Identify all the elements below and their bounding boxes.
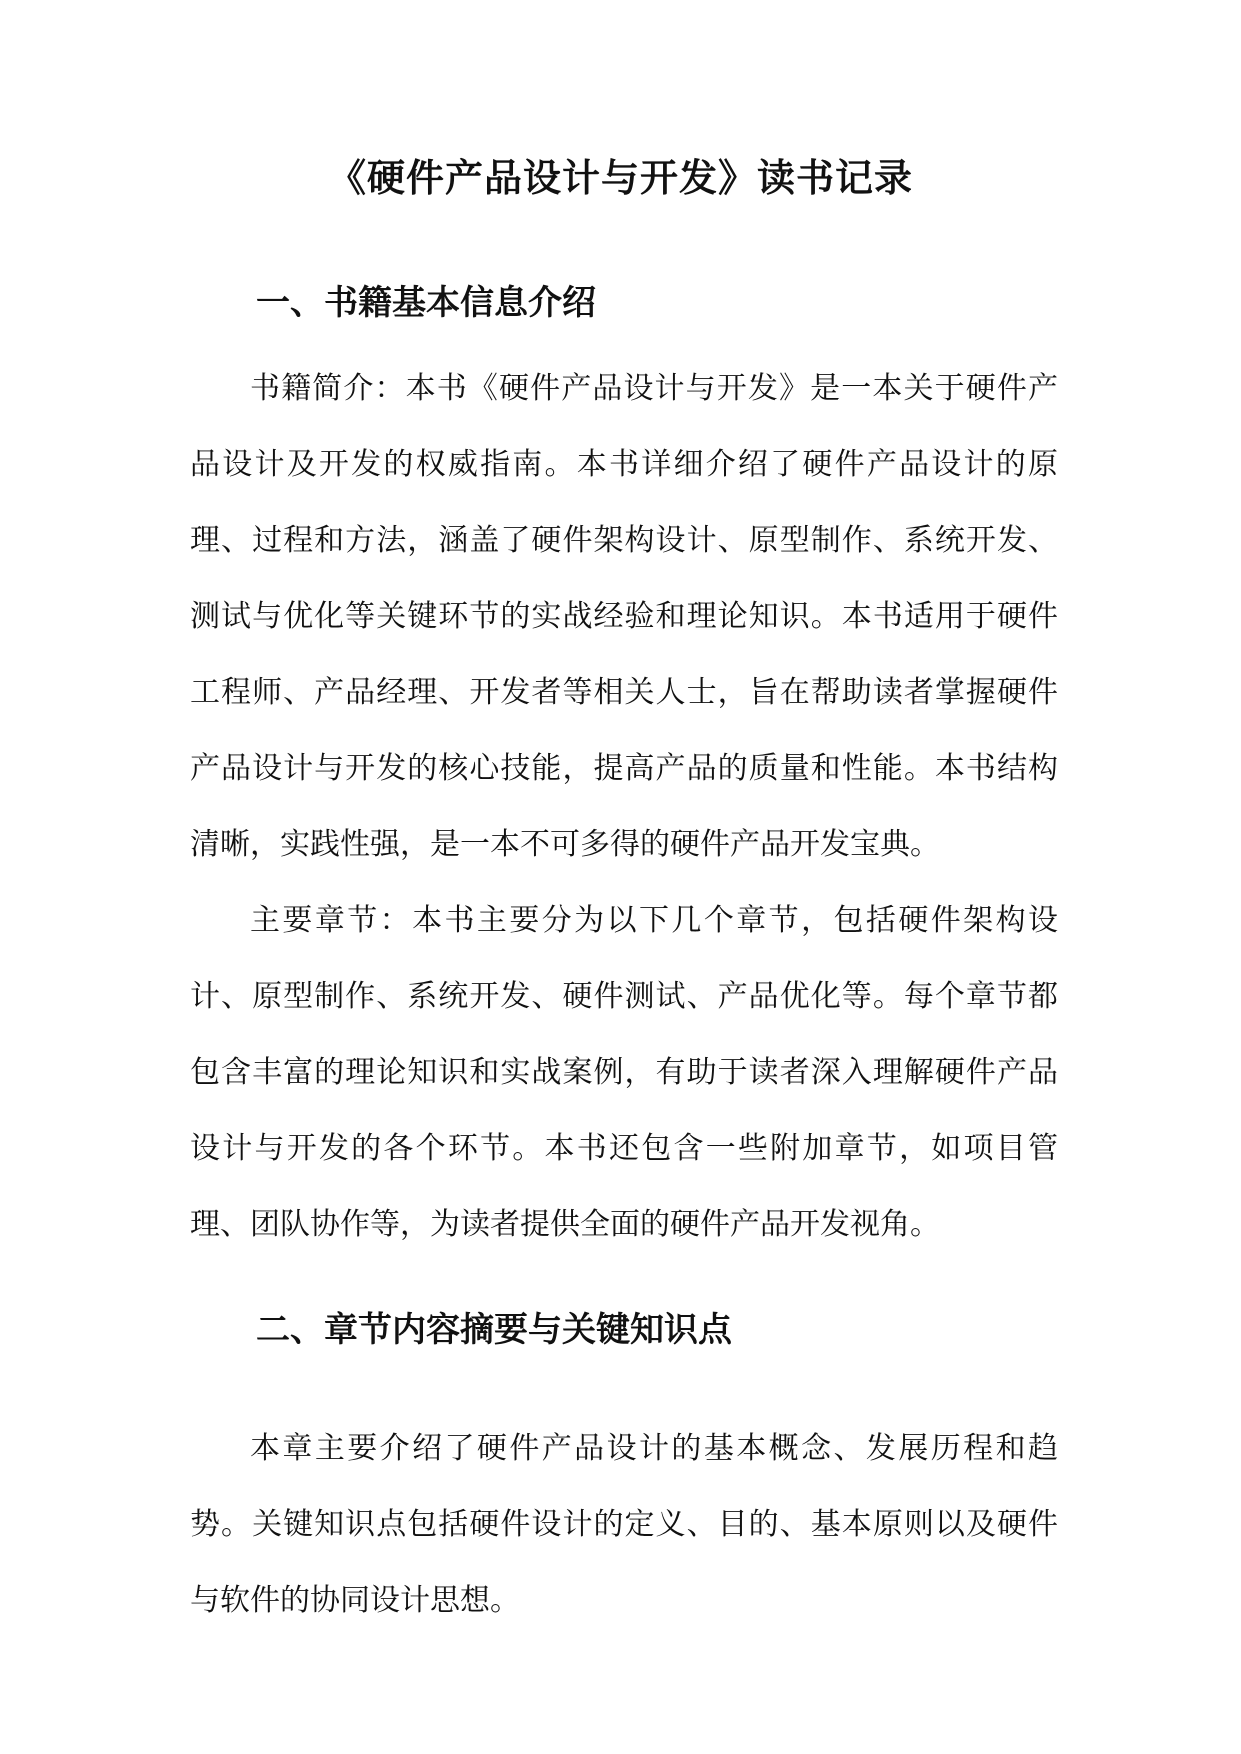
- paragraph-chapter-summary: 本章主要介绍了硬件产品设计的基本概念、发展历程和趋势。关键知识点包括硬件设计的定义、目的、基本原则以及硬件与软件的协同设计思想。: [190, 1431, 1058, 1618]
- section-heading-chapter-summary: 二、章节内容摘要与关键知识点: [256, 1310, 732, 1350]
- paragraph-main-chapters: 主要章节：本书主要分为以下几个章节，包括硬件架构设计、原型制作、系统开发、硬件测试、产品优化等。每个章节都包含丰富的理论知识和实战案例，有助于读者深入理解硬件产品设计与开发的各个环节。本书还包含一些附加章节，如项目管理、团队协作等，为读者提供全面的硬件产品开发视角。: [190, 903, 1058, 1242]
- section-heading-book-info: 一、书籍基本信息介绍: [256, 283, 596, 323]
- paragraph-book-intro: 书籍简介：本书《硬件产品设计与开发》是一本关于硬件产品设计及开发的权威指南。本书详细介绍了硬件产品设计的原理、过程和方法，涵盖了硬件架构设计、原型制作、系统开发、测试与优化等关键环节的实战经验和理论知识。本书适用于硬件工程师、产品经理、开发者等相关人士，旨在帮助读者掌握硬件产品设计与开发的核心技能，提高产品的质量和性能。本书结构清晰，实践性强，是一本不可多得的硬件产品开发宝典。: [190, 371, 1058, 862]
- document-title: 《硬件产品设计与开发》读书记录: [327, 155, 913, 200]
